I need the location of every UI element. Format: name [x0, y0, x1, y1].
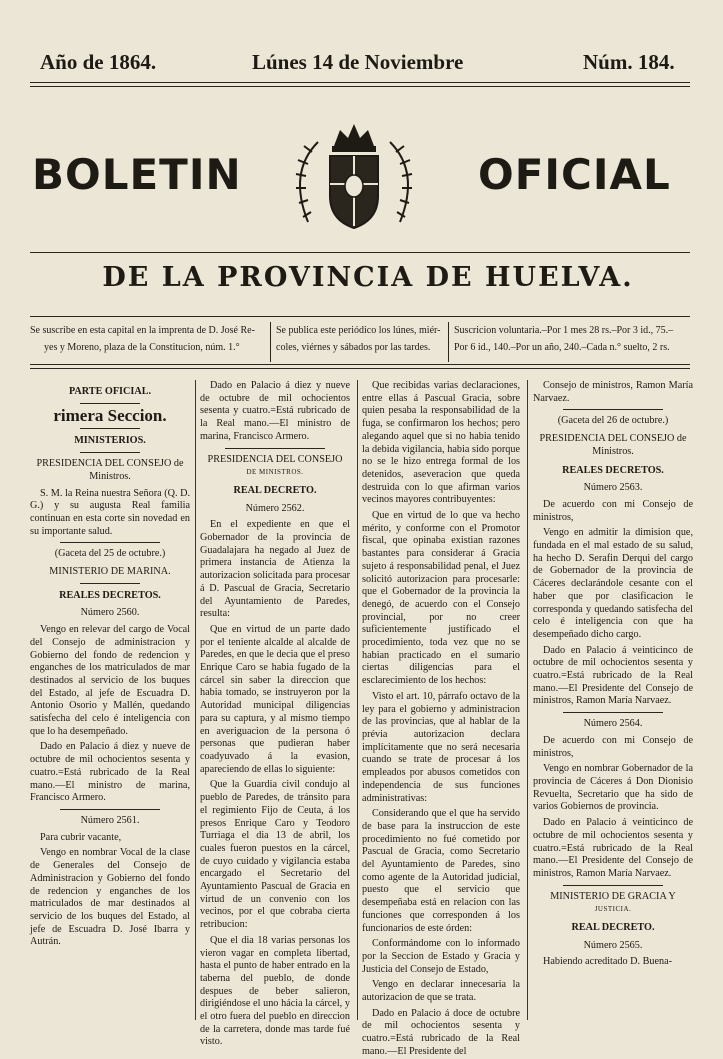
header-rule-2 [30, 86, 690, 87]
article-paragraph: Dado en Palacio á doce de octubre de mil ochocientos sesenta y cuatro.=Está rubricado de la Real mano.—El Presidente del [362, 1007, 520, 1057]
issue-date: Lúnes 14 de Noviembre [252, 50, 464, 74]
article-paragraph: Dado en Palacio á veinticinco de octubre de mil ochocientos sesenta y cuatro.=Está rubricado de la Real mano.—El Presidente del Consejo de ministros, Ramon María Narvaez. [533, 817, 693, 879]
divider [563, 712, 663, 713]
divider [80, 403, 140, 404]
subscription-prices: Suscricion voluntaria.–Por 1 mes 28 rs.–Por 3 id., 75.– Por 6 id., 140.–Por un año, 240.–Cada n.° suelto, 2 rs. [454, 325, 674, 353]
de-ministros-heading: DE MINISTROS. [246, 468, 304, 477]
issue-number: Núm. 184. [583, 50, 675, 74]
subscription-sep-1 [270, 322, 271, 362]
issue-header [30, 50, 690, 82]
column-2 [200, 380, 350, 1048]
real-decreto-heading: REAL DECRETO. [571, 922, 655, 934]
subscription-printer: Se suscribe en esta capital en la imprenta de D. José Re- yes y Moreno, plaza de la Constitucion, núm. 1.° [30, 325, 255, 353]
royal-crest-icon [278, 112, 430, 238]
article-paragraph: Que la Guardia civil condujo al pueblo de Paredes, de tránsito para el regimiento Fijo de Ceuta, á los presos Enrique Caro y Teodoro Turriaga el dia 13 de abril, los cuales fueron puestos en la cárcel, de cuyo cuidado y vigilancia estaba encargado el Secretario del Ayuntamiento Pascual de Gracia en virtud de un convenio con los vecinos, por el que cobraba cierta retribucion: [200, 779, 350, 931]
article-paragraph: Dado en Palacio á veinticinco de octubre de mil ochocientos sesenta y cuatro.=Está rubricado de la Real mano.—El Presidente del Consejo de ministros, Ramon María Narvaez. [533, 644, 693, 707]
title-rule [30, 252, 690, 253]
marina-heading: MINISTERIO DE MARINA. [49, 566, 171, 578]
real-decreto-heading: REAL DECRETO. [233, 484, 317, 496]
divider [225, 448, 325, 449]
subscription-schedule: Se publica este periódico los lúnes, miér- coles, viérnes y sábados por las tardes. [276, 325, 441, 353]
column-1 [30, 380, 190, 1020]
article-paragraph: Que en virtud de un parte dado por el teniente alcalde al alcalde de Paredes, en que le decia que el preso Enrique Caro se habia fugado de la cárcel sin saber la direccion que habia tomado, se instruyeron por la Autoridad municipal diligencias para su captura, y al mismo tiempo en averiguacion de la persona ó personas que pudieran haber coadyuvado á la evasion, apareciendo de ellas lo siguiente: [200, 623, 350, 775]
subscription-bottom-rule [30, 364, 690, 365]
decree-number: Número 2560. [80, 607, 140, 619]
article-paragraph: Consejo de ministros, Ramon María Narvaez. [533, 380, 693, 404]
masthead-right: OFICIAL [478, 150, 671, 199]
parte-oficial-heading: PARTE OFICIAL. [68, 386, 152, 397]
divider [563, 409, 663, 410]
article-paragraph: Vengo en admitir la dimision que, fundada en el mal estado de su salud, ha hecho D. Serafin Derqui del cargo de Gobernador de la provincia de Cáceres declarándole cesante con el haber que por clasificacion le corresponda y quedando satisfecha del celo é inteligencia con que ha desempeñado dicho cargo. [533, 527, 693, 640]
article-paragraph: Vengo en nombrar Vocal de la clase de Generales del Consejo de Administracion y Gobierno del fondo de redencion y enganches de los matriculados de mar destinados al servicio de los buques del Estado, al jefe de Escuadra D. José Ibarra y Autrán. [30, 847, 190, 948]
article-paragraph: S. M. la Reina nuestra Señora (Q. D. G.) y su augusta Real familia continuan en esta corte sin novedad en su importante salud. [30, 487, 190, 537]
article-paragraph: Vengo en declarar innecesaria la autorizacion de que se trata. [362, 979, 520, 1004]
subscription-top-rule [30, 316, 690, 317]
column-separator [357, 380, 358, 1020]
subscription-bottom-rule-2 [30, 368, 690, 369]
gracia-heading: MINISTERIO DE GRACIA Y [550, 890, 676, 902]
column-4 [533, 380, 693, 1020]
column-separator [527, 380, 528, 1020]
article-paragraph: Que recibidas varias declaraciones, entre ellas á Pascual Gracia, sobre quien pesaba la responsabilidad de la fuga, se confirmaron los hechos; pero alegando aquel que si no habia tenido la debida vigilancia, habia sido porque no se le hizo entrega formal de los detenidos, aseveracion que queda destruida con lo que afirman varios vecinos mayores contribuyentes: [362, 380, 520, 506]
article-paragraph: Para cubrir vacante, [40, 831, 122, 843]
article-paragraph: Que en virtud de lo que va hecho mérito, y conforme con el Promotor fiscal, que opinaba existian razones bastantes para considerar á Gracia sujeto á responsabilidad penal, el Juez solicitó autorizacion para procesarle: que el Gobernador de la provincia la denegó, de acuerdo con el Consejo provincial, por no creer suficientemente justificado el procedimiento, toda vez que no se habian practicado en el sumario ciertas diligencias para el esclarecimiento de los hechos: [362, 510, 520, 687]
article-paragraph: Visto el art. 10, párrafo octavo de la ley para el gobierno y administracion de las provincias, que al hablar de la prévia autorizacion declara implícitamente que no será necesaria cuando se trate de procesar á los empleados por abusos cometidos con independencia de sus funciones administrativas: [362, 690, 520, 804]
section-heading: rimera Seccion. [53, 405, 167, 425]
article-paragraph: Dado en Palacio á diez y nueve de octubre de mil ochocientos sesenta y cuatro.=Está rubricado de la Real mano.—El ministro de marina, Francisco Armero. [30, 741, 190, 804]
column-3 [362, 380, 520, 1057]
column-separator [195, 380, 196, 1020]
subscription-box [30, 322, 690, 364]
article-paragraph: Conformándome con lo informado por la Seccion de Estado y Gracia y Justicia del Consejo de Estado, [362, 938, 520, 975]
divider [60, 809, 160, 810]
divider [80, 583, 140, 584]
article-paragraph: De acuerdo con mi Consejo de ministros, [533, 498, 693, 523]
reales-decretos-heading: REALES DECRETOS. [59, 589, 161, 601]
gaceta-note: (Gaceta del 26 de octubre.) [557, 415, 669, 427]
gaceta-note: (Gaceta del 25 de octubre.) [54, 548, 166, 560]
article-paragraph: Vengo en relevar del cargo de Vocal del Consejo de administracion y Gobierno del fondo de redencion y enganches de los matriculados de mar destinados al servicio de los buques del Estado, al jefe de Escuadra D. Antonio Osorio y Mallén, quedando satisfecha del celo é inteligencia con que lo ha desempeñado. [30, 624, 190, 737]
decree-number: Número 2562. [245, 502, 305, 514]
decree-number: Número 2565. [583, 939, 643, 951]
article-paragraph: Considerando que el que ha servido de base para la instruccion de este procedimiento no fué cometido por Pascual de Gracia, como Secretario del Ayuntamiento de Paredes, sino como agente de la Autoridad judicial, puesto que el servicio que desempeñaba está en relacion con las funciones que corresponden á los funcionarios de este órden: [362, 808, 520, 934]
issue-year: Año de 1864. [40, 50, 157, 74]
article-paragraph: Que el dia 18 varias personas los vieron vagar en completa libertad, hasta el punto de haber entrado en la taberna del pueblo, de donde despues de beber salieron, dirigiéndose el uno hácia la cárcel, y el otro fuera del pueblo en direccion de la carretera, donde mas tarde fué visto. [200, 934, 350, 1048]
article-paragraph: Vengo en nombrar Gobernador de la provincia de Cáceres á Don Dionisio Revuelta, Secretario que ha sido de varios Gobiernos de provincia. [533, 763, 693, 813]
divider [60, 542, 160, 543]
justicia-heading: JUSTICIA. [594, 905, 632, 914]
subscription-sep-2 [448, 322, 449, 362]
article-paragraph: De acuerdo con mi Consejo de ministros, [533, 734, 693, 759]
masthead-subtitle: DE LA PROVINCIA DE HUELVA. [102, 262, 634, 293]
presidencia-heading: PRESIDENCIA DEL CONSEJO de Ministros. [36, 458, 184, 482]
divider [80, 452, 140, 453]
reales-decretos-heading: REALES DECRETOS. [562, 464, 664, 476]
decree-number: Número 2564. [583, 718, 643, 730]
article-paragraph: Dado en Palacio á diez y nueve de octubre de mil ochocientos sesenta y cuatro.=Está rubricado de la Real mano.—El ministro de marina, Francisco Armero. [200, 380, 350, 442]
ministerios-heading: MINISTERIOS. [74, 435, 146, 447]
decree-number: Número 2561. [80, 814, 140, 826]
article-paragraph: Habiendo acreditado D. Buena- [543, 956, 672, 968]
divider [80, 428, 140, 429]
divider [563, 885, 663, 886]
presidencia-heading: PRESIDENCIA DEL CONSEJO de Ministros. [539, 433, 687, 457]
masthead-left: BOLETIN [32, 150, 242, 199]
presidencia-heading: PRESIDENCIA DEL CONSEJO [207, 453, 343, 465]
article-paragraph: En el expediente en que el Gobernador de la provincia de Guadalajara ha negado al Juez de primera instancia de Atienza la autorizacion solicitada para procesar á D. Pascual de Gracia, Secretario del Ayuntamiento de Paredes, resulta: [200, 519, 350, 620]
decree-number: Número 2563. [583, 482, 643, 494]
header-rule [30, 82, 690, 83]
